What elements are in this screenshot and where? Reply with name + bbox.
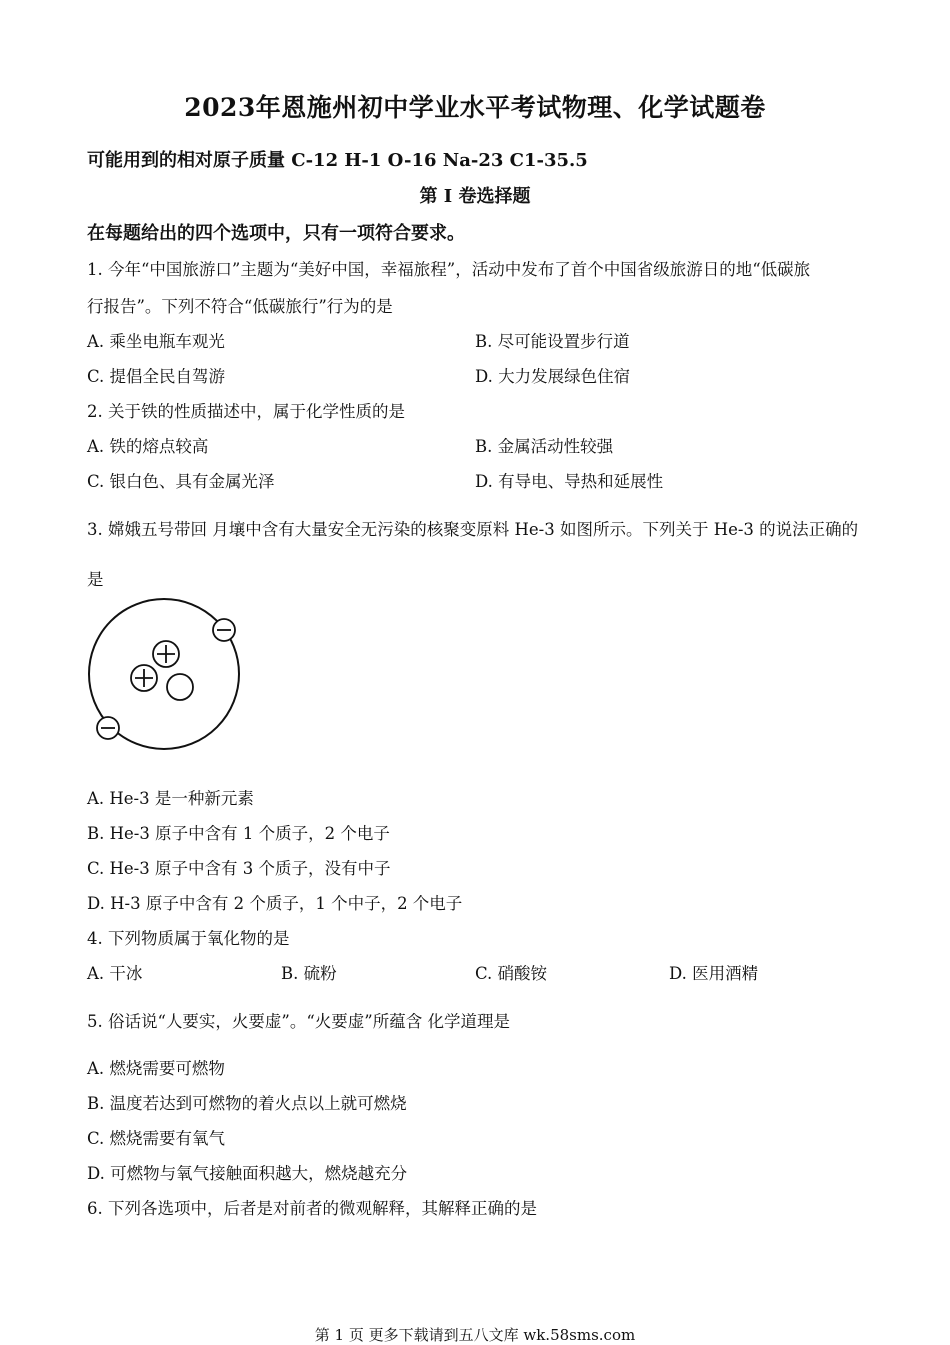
q5-option-c: C. 燃烧需要有氧气 [87,1129,226,1148]
q5-option-b: B. 温度若达到可燃物的着火点以上就可燃烧 [87,1094,407,1113]
electron-particle [213,619,235,641]
q5-option-d: D. 可燃物与氧气接触面积越大，燃烧越充分 [87,1164,408,1183]
q5-option-a: A. 燃烧需要可燃物 [87,1059,225,1078]
q2-stem: 2. 关于铁的性质描述中，属于化学性质的是 [87,402,405,421]
q1-stem-line1: 1. 今年“中国旅游口”主题为“美好中国，幸福旅程”，活动中发布了首个中国省级旅游日的地“低碳旅 [87,260,811,279]
section-title: 第 I 卷选择题 [419,186,531,207]
q4-option-a: A. 干冰 [87,964,143,983]
q6-stem: 6. 下列各选项中，后者是对前者的微观解释，其解释正确的是 [87,1199,537,1218]
q3-option-a: A. He-3 是一种新元素 [87,789,254,808]
q1-option-c: C. 提倡全民自驾游 [87,367,226,386]
q4-stem: 4. 下列物质属于氧化物的是 [87,929,290,948]
q2-option-b: B. 金属活动性较强 [475,437,614,456]
q3-option-b: B. He-3 原子中含有 1 个质子，2 个电子 [87,824,390,843]
proton-particle [131,665,157,691]
neutron-particle [167,674,193,700]
q1-option-d: D. 大力发展绿色住宿 [475,367,631,386]
q4-option-d: D. 医用酒精 [669,964,759,983]
q2-option-c: C. 银白色、具有金属光泽 [87,472,275,491]
q2-option-a: A. 铁的熔点较高 [87,437,209,456]
atomic-masses-note: 可能用到的相对原子质量 C-12 H-1 O-16 Na-23 C1-35.5 [87,150,588,171]
he3-atom-diagram [86,592,256,758]
q3-stem-line1: 3. 嫦娥五号带回 月壤中含有大量安全无污染的核聚变原料 He-3 如图所示。下列关于 He-3 的说法正确的 [87,520,859,539]
q1-option-b: B. 尽可能设置步行道 [475,332,630,351]
q3-stem-line2: 是 [87,570,104,589]
q1-stem-line2: 行报告”。下列不符合“低碳旅行”行为的是 [87,297,393,316]
q3-option-d: D. H-3 原子中含有 2 个质子，1 个中子，2 个电子 [87,894,463,913]
page-footer: 第 1 页 更多下载请到五八文库 wk.58sms.com [314,1326,636,1344]
q3-option-c: C. He-3 原子中含有 3 个质子，没有中子 [87,859,391,878]
electron-particle [97,717,119,739]
page-title: 2023年恩施州初中学业水平考试物理、化学试题卷 [184,93,766,122]
instruction: 在每题给出的四个选项中，只有一项符合要求。 [87,223,465,244]
q1-option-a: A. 乘坐电瓶车观光 [87,332,225,351]
proton-particle [153,641,179,667]
q4-option-c: C. 硝酸铵 [475,964,548,983]
q4-option-b: B. 硫粉 [281,964,337,983]
q5-stem: 5. 俗话说“人要实，火要虚”。“火要虚”所蕴含 化学道理是 [87,1012,510,1031]
q2-option-d: D. 有导电、导热和延展性 [475,472,664,491]
